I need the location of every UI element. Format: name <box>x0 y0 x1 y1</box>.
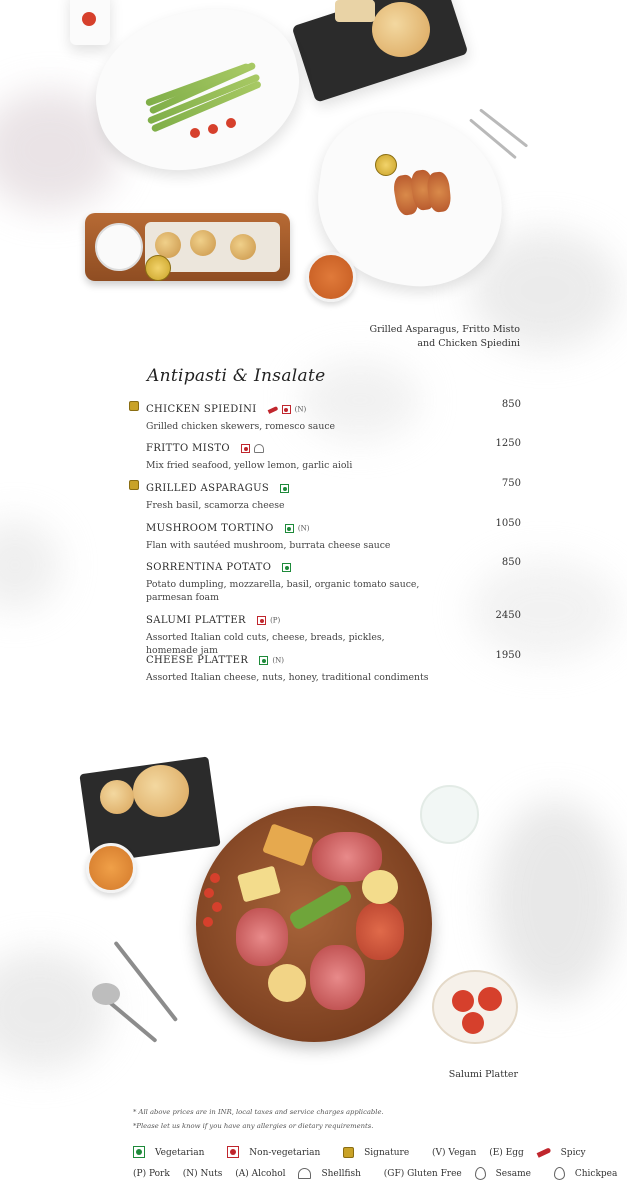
item-description: Potato dumpling, mozzarella, basil, organic tomato sauce, parmesan foam <box>146 579 420 603</box>
item-price: 750 <box>501 478 521 489</box>
menu-item <box>146 399 521 433</box>
legend-shellfish <box>298 1169 370 1179</box>
cherry-tomato <box>226 118 236 128</box>
legend-chickpea <box>554 1169 627 1179</box>
item-price: 2450 <box>495 610 521 621</box>
price-note: * All above prices are in INR, local taxes and service charges applicable. <box>133 1108 384 1116</box>
legend-row <box>133 1167 627 1180</box>
veg-icon <box>280 484 289 493</box>
dietary-tags <box>285 524 310 533</box>
dietary-tags <box>268 405 307 414</box>
dietary-tags <box>280 484 293 493</box>
item-name: SORRENTINA POTATO <box>146 562 272 573</box>
item-name: CHEESE PLATTER <box>146 655 249 666</box>
legend-label: Chickpea <box>574 1169 618 1179</box>
item-name: FRITTO MISTO <box>146 443 231 454</box>
chili-icon <box>536 1147 551 1157</box>
knife-icon <box>479 108 528 147</box>
tomato <box>478 987 502 1011</box>
legend-label: Signature <box>364 1147 410 1158</box>
glass <box>420 785 479 844</box>
legend-alcohol: (A) Alcohol <box>235 1169 286 1179</box>
non-veg-icon <box>282 405 291 414</box>
bread-roll <box>100 780 134 814</box>
aioli-bowl <box>95 223 143 271</box>
item-name: GRILLED ASPARAGUS <box>146 483 270 494</box>
legend-spicy <box>537 1148 596 1158</box>
legend-label: Vegetarian <box>155 1147 205 1158</box>
top-food-photo <box>0 0 600 310</box>
cherry-tomato <box>212 902 222 912</box>
menu-item <box>146 650 521 684</box>
signature-icon <box>343 1147 354 1158</box>
allergen-tag: (N) <box>294 405 307 414</box>
cherry-tomato <box>190 128 200 138</box>
jam-bowl <box>86 843 136 893</box>
fritto-misto-tray <box>85 213 290 281</box>
cherry-tomato <box>208 124 218 134</box>
romesco-bowl <box>306 252 356 302</box>
menu-item <box>146 518 521 552</box>
menu-item <box>146 557 521 604</box>
veg-icon <box>133 1146 145 1158</box>
fried-seafood <box>230 234 256 260</box>
signature-badge <box>145 255 171 281</box>
legend-sesame <box>475 1169 541 1179</box>
non-veg-icon <box>257 616 266 625</box>
caption-line: Grilled Asparagus, Fritto Misto <box>369 324 520 335</box>
fried-seafood <box>190 230 216 256</box>
veg-icon <box>285 524 294 533</box>
spoon-head <box>92 983 120 1005</box>
non-veg-icon <box>227 1146 239 1158</box>
top-photo-caption <box>340 323 520 351</box>
item-description: Assorted Italian cheese, nuts, honey, traditional condiments <box>146 672 429 683</box>
cold-cut <box>310 945 365 1010</box>
caption-line: and Chicken Spiedini <box>417 338 520 349</box>
legend-egg: (E) Egg <box>489 1147 524 1158</box>
item-price: 850 <box>501 399 521 410</box>
flatbread <box>372 2 430 57</box>
legend-label: Spicy <box>560 1147 586 1158</box>
item-price: 1050 <box>495 518 521 529</box>
cheese <box>362 870 398 904</box>
spicy-icon <box>267 406 278 414</box>
jam-bowl-small <box>268 964 306 1002</box>
bottom-food-photo <box>0 740 600 1085</box>
item-description: Assorted Italian cold cuts, cheese, breads, pickles, homemade jam <box>146 632 385 656</box>
item-description: Mix fried seafood, yellow lemon, garlic aioli <box>146 460 353 471</box>
chickpea-icon <box>554 1167 565 1180</box>
tomato <box>452 990 474 1012</box>
veg-icon <box>259 656 268 665</box>
legend-non-veg <box>227 1148 330 1158</box>
item-price: 1250 <box>495 438 521 449</box>
dietary-tags <box>257 616 280 625</box>
cherry-tomato <box>204 888 214 898</box>
allergy-note: *Please let us know if you have any allergies or dietary requirements. <box>133 1122 374 1130</box>
cold-cut <box>356 902 404 960</box>
signature-icon <box>129 480 139 490</box>
item-name: SALUMI PLATTER <box>146 615 246 626</box>
allergen-tag: (N) <box>272 656 284 665</box>
legend-vegan: (V) Vegan <box>432 1147 477 1158</box>
signature-badge <box>375 154 397 176</box>
item-name: MUSHROOM TORTINO <box>146 523 274 534</box>
non-veg-icon <box>241 444 250 453</box>
legend-nuts: (N) Nuts <box>182 1169 223 1179</box>
fork-icon <box>113 941 178 1022</box>
tomato <box>462 1012 484 1034</box>
dietary-tags <box>282 563 295 572</box>
bread-roll <box>133 765 189 817</box>
item-description: Fresh basil, scamorza cheese <box>146 500 285 511</box>
cherry-tomato <box>210 873 220 883</box>
dietary-tags <box>259 656 284 665</box>
allergen-tag: (P) <box>270 616 281 625</box>
shellfish-icon <box>254 444 264 453</box>
legend-label: Shellfish <box>321 1169 361 1179</box>
item-description: Grilled chicken skewers, romesco sauce <box>146 421 336 432</box>
bottom-photo-caption: Salumi Platter <box>448 1069 518 1080</box>
shellfish-icon <box>298 1168 311 1179</box>
legend-signature <box>343 1148 419 1158</box>
signature-icon <box>129 401 139 411</box>
small-plate <box>70 0 110 45</box>
legend-pork: (P) Pork <box>133 1169 170 1179</box>
menu-item <box>146 478 521 512</box>
veg-icon <box>282 563 291 572</box>
legend-label: Non-vegetarian <box>249 1147 321 1158</box>
bread <box>335 0 375 22</box>
dietary-tags <box>241 444 268 453</box>
item-price: 850 <box>501 557 521 568</box>
cold-cut <box>236 908 288 966</box>
item-description: Flan with sautéed mushroom, burrata cheese sauce <box>146 540 391 551</box>
section-title: Antipasti & Insalate <box>147 366 326 386</box>
menu-item <box>146 438 521 472</box>
legend-veg <box>133 1148 214 1158</box>
cherry-tomato <box>203 917 213 927</box>
watercolor-wash <box>0 520 60 610</box>
sesame-icon <box>475 1167 486 1180</box>
allergen-tag: (N) <box>297 524 310 533</box>
item-price: 1950 <box>495 650 521 661</box>
legend-label: Sesame <box>495 1169 531 1179</box>
legend-gluten-free: (GF) Gluten Free <box>383 1169 462 1179</box>
item-name: CHICKEN SPIEDINI <box>146 404 257 415</box>
legend-row <box>133 1146 606 1158</box>
